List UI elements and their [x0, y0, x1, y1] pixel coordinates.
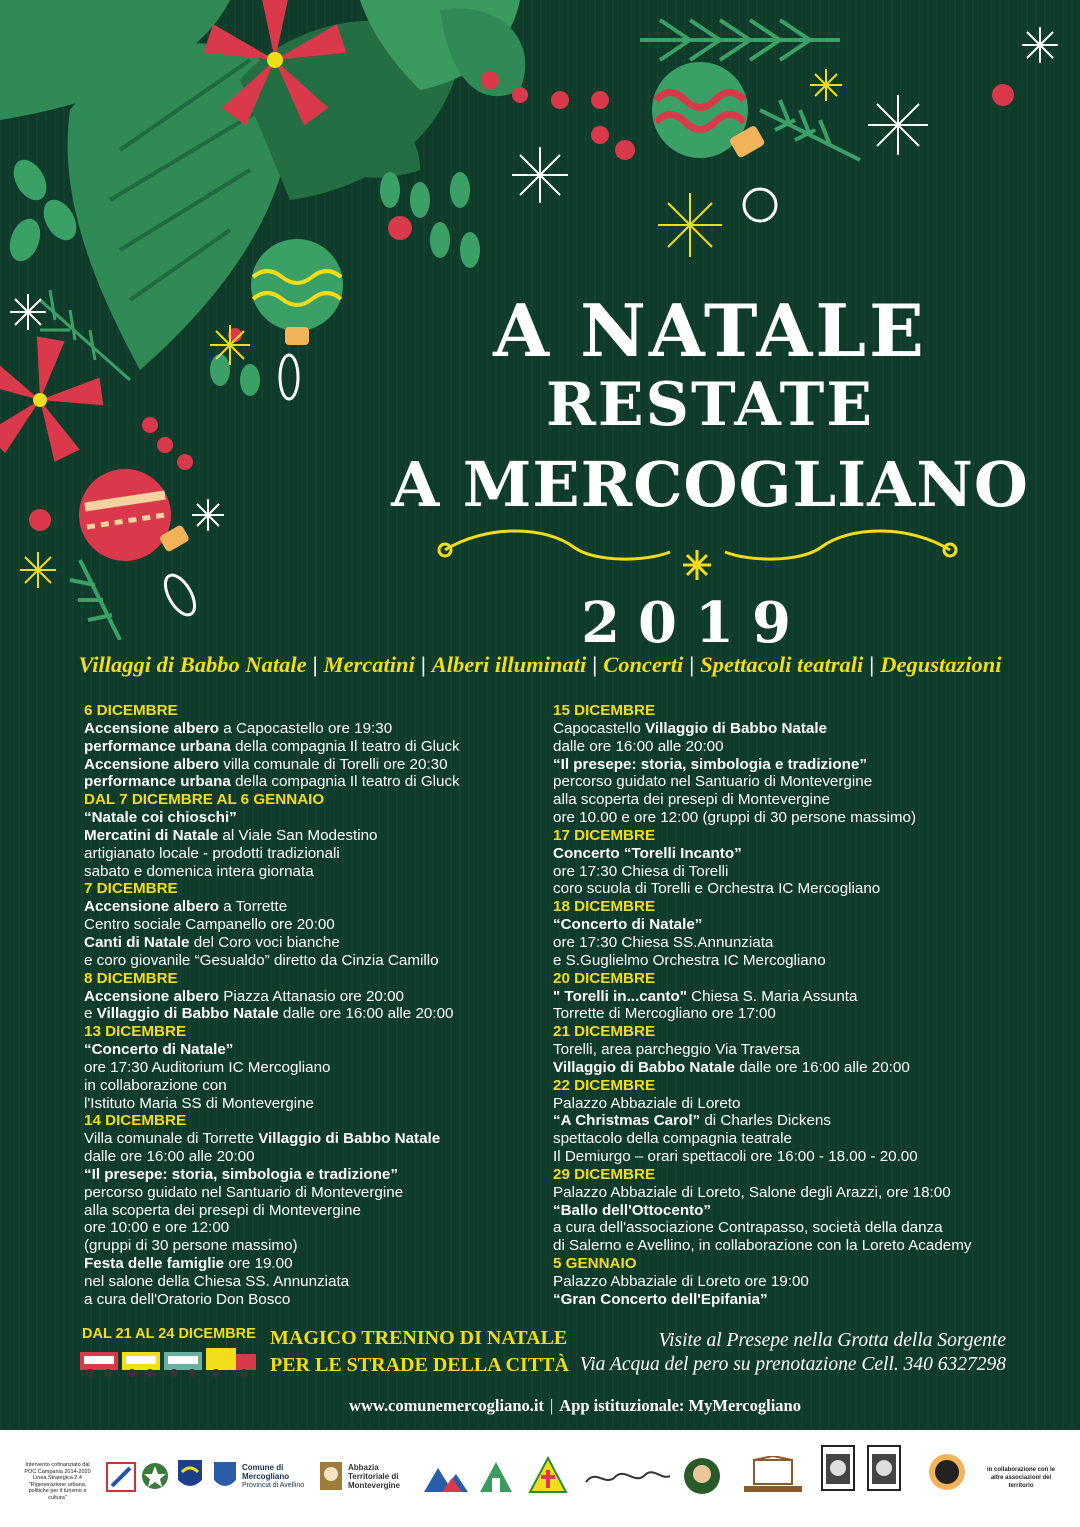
event-date: 6 DICEMBRE	[84, 702, 178, 719]
event-line	[84, 809, 534, 827]
event-line	[553, 738, 1043, 756]
event-line	[553, 988, 1043, 1006]
event-line	[553, 952, 1043, 970]
event-highlight: Accensione albero	[84, 987, 220, 1005]
misericordia-logo	[528, 1456, 568, 1496]
year: 2019	[581, 590, 809, 656]
program-right-column	[553, 702, 1043, 1309]
trenino-dates: DAL 21 AL 24 DICEMBRE	[82, 1326, 256, 1342]
loreto-academy-logo	[740, 1456, 806, 1496]
event-highlight: Concerto “Torelli Incanto”	[553, 844, 742, 862]
event-detail: alla scoperta dei presepi di Montevergine	[553, 791, 830, 809]
event-highlight: Accensione albero	[84, 755, 220, 773]
event-date: 29 DICEMBRE	[553, 1165, 656, 1183]
sponsor-footer	[0, 1430, 1080, 1527]
event-line	[84, 845, 534, 863]
event-pre: Villa comunale di Torrette	[84, 1130, 259, 1148]
provincia-name: Provincia di Avellino	[242, 1481, 305, 1489]
trenino-title	[270, 1325, 569, 1379]
event-highlight: “Il presepe: storia, simbologia e tradizione”	[84, 1165, 398, 1183]
program-left-column	[84, 702, 534, 1309]
star-sparkle-icon	[210, 325, 250, 365]
event-detail: ore 10:00 e ore 12:00	[84, 1219, 230, 1237]
event-line	[553, 1237, 1043, 1255]
tagline-item: Spettacoli teatrali	[700, 652, 864, 677]
proloco-logo	[422, 1458, 470, 1494]
tagline-separator: |	[869, 652, 875, 677]
event-highlight: Accensione albero	[84, 898, 220, 916]
event-detail: villa comunale di Torelli ore 20:30	[219, 755, 448, 773]
star-sparkle-icon	[658, 193, 722, 257]
event-line	[553, 880, 1043, 898]
event-detail: in collaborazione con	[84, 1076, 227, 1094]
abbazia-name: Abbazia Territoriale di Montevergine	[348, 1462, 401, 1490]
event-date: 22 DICEMBRE	[553, 1076, 656, 1094]
snowflake-icon	[1022, 27, 1058, 63]
abbazia-logo	[318, 1460, 420, 1492]
event-detail: ore 17:30 Auditorium IC Mercogliano	[84, 1058, 331, 1076]
event-date: 21 DICEMBRE	[553, 1023, 656, 1041]
event-pre: e	[84, 1005, 97, 1023]
app-label: App istituzionale: MyMercogliano	[559, 1396, 801, 1415]
event-date: 15 DICEMBRE	[553, 702, 656, 719]
event-line	[84, 1184, 534, 1202]
event-date: 13 DICEMBRE	[84, 1023, 187, 1041]
region-emblem-icon	[176, 1458, 204, 1494]
italy-emblem-icon	[140, 1458, 170, 1494]
event-line	[553, 809, 1043, 827]
event-line	[84, 988, 534, 1006]
event-detail: coro scuola di Torelli e Orchestra IC Mercogliano	[553, 880, 881, 898]
event-detail: di Charles Dickens	[700, 1112, 831, 1130]
event-date: 5 GENNAIO	[553, 1255, 637, 1273]
castellarte-logo	[582, 1466, 672, 1490]
presepe-line-2: Via Acqua del pero su prenotazione Cell. 340 6327298	[579, 1354, 1006, 1375]
event-line	[84, 1041, 534, 1059]
tagline-separator: |	[592, 652, 598, 677]
por-campania-note	[20, 1462, 95, 1501]
snowflake-icon	[192, 499, 224, 531]
event-line	[553, 1291, 1043, 1309]
tagline-item: Mercatini	[323, 652, 415, 677]
portrait-medallion-logo	[682, 1456, 722, 1496]
event-highlight: Villaggio di Babbo Natale	[553, 1058, 735, 1076]
event-date: 18 DICEMBRE	[553, 898, 656, 916]
theatre-logo-2	[866, 1444, 902, 1504]
event-detail: (gruppi di 30 persone massimo)	[84, 1237, 298, 1255]
event-line	[553, 1130, 1043, 1148]
event-highlight: Villaggio di Babbo Natale	[96, 1005, 279, 1023]
event-line	[553, 1219, 1043, 1237]
event-date: 8 DICEMBRE	[84, 969, 178, 987]
title-line-2: RESTATE	[546, 370, 874, 440]
event-line	[553, 845, 1043, 863]
event-detail: a Torrette	[219, 898, 288, 916]
event-highlight: “Il presepe: storia, simbologia e tradizione”	[553, 755, 867, 773]
event-detail: percorso guidato nel Santuario di Montevergine	[84, 1183, 404, 1201]
comune-logo	[212, 1460, 304, 1492]
tagline-item: Concerti	[603, 652, 684, 677]
event-detail: alla scoperta dei presepi di Montevergine	[84, 1201, 361, 1219]
event-line	[553, 1184, 1043, 1202]
event-highlight: Canti di Natale	[84, 933, 190, 951]
fir-branch-icon	[70, 560, 120, 640]
event-detail: Torelli, area parcheggio Via Traversa	[553, 1041, 801, 1059]
collaboration-text: in collaborazione con le altre associazioni del territorio	[986, 1467, 1055, 1489]
event-line	[553, 720, 1043, 738]
event-detail: del Coro voci bianche	[189, 933, 340, 951]
event-detail: ore 17:30 Chiesa SS.Annunziata	[553, 933, 774, 951]
event-line	[553, 1059, 1043, 1077]
event-line	[84, 720, 534, 738]
event-line	[84, 1148, 534, 1166]
event-highlight: performance urbana	[84, 773, 231, 791]
event-date: DAL 7 DICEMBRE AL 6 GENNAIO	[84, 791, 325, 809]
event-line	[84, 1202, 534, 1220]
event-detail: Piazza Attanasio ore 20:00	[219, 987, 404, 1005]
snowflake-icon	[512, 147, 568, 203]
event-highlight: Accensione albero	[84, 719, 220, 737]
event-line	[84, 863, 534, 881]
event-line	[84, 738, 534, 756]
event-detail: Palazzo Abbaziale di Loreto, Salone degli Arazzi, ore 18:00	[553, 1183, 951, 1201]
event-detail: Torrette di Mercogliano ore 17:00	[553, 1005, 776, 1023]
event-detail: ore 19.00	[224, 1255, 293, 1273]
snowflake-icon	[868, 95, 928, 155]
event-line	[84, 952, 534, 970]
event-detail: dalle ore 16:00 alle 20:00	[278, 1005, 454, 1023]
event-pre: Capocastello	[553, 719, 646, 737]
event-highlight: “Ballo dell'Ottocento”	[553, 1201, 712, 1219]
event-detail: Palazzo Abbaziale di Loreto ore 19:00	[553, 1273, 809, 1290]
event-line	[84, 1291, 534, 1309]
poinsettia-icon	[0, 337, 103, 462]
event-highlight: Villaggio di Babbo Natale	[258, 1130, 441, 1148]
trenino-title-line-1: MAGICO TRENINO DI NATALE	[270, 1327, 568, 1349]
ornament-ball-icon	[251, 239, 343, 399]
event-highlight: performance urbana	[84, 737, 231, 755]
tagline-item: Alberi illuminati	[431, 652, 587, 677]
tagline-separator: |	[420, 652, 426, 677]
event-date: 7 DICEMBRE	[84, 880, 178, 898]
tagline	[0, 652, 1080, 678]
comune-name: Comune di Mercogliano	[242, 1462, 290, 1481]
event-detail: Centro sociale Campanello ore 20:00	[84, 916, 335, 934]
event-detail: artigianato locale - prodotti tradizionali	[84, 844, 340, 862]
event-highlight: “A Christmas Carol”	[553, 1112, 701, 1130]
event-detail: sabato e domenica intera giornata	[84, 862, 314, 880]
event-line	[84, 773, 534, 791]
presepe-line-1: Visite al Presepe nella Grotta della Sorgente	[658, 1330, 1006, 1351]
star-sparkle-icon	[20, 552, 56, 588]
event-detail: a cura dell'associazione Contrapasso, società della danza	[553, 1219, 943, 1237]
event-detail: ore 10.00 e ore 12:00 (gruppi di 30 persone massimo)	[553, 809, 917, 827]
event-detail: a cura dell'Oratorio Don Bosco	[84, 1290, 291, 1308]
star-sparkle-icon	[810, 69, 842, 101]
event-line	[84, 898, 534, 916]
event-line	[553, 916, 1043, 934]
event-line	[84, 1095, 534, 1113]
event-highlight: “Natale coi chioschi”	[84, 809, 237, 827]
event-line	[84, 1273, 534, 1291]
event-highlight: Villaggio di Babbo Natale	[645, 719, 828, 737]
flourish-ornament-icon	[425, 520, 970, 580]
event-detail: Palazzo Abbaziale di Loreto	[553, 1094, 741, 1112]
title-line-3: A MERCOGLIANO	[391, 448, 1029, 521]
event-highlight: Festa delle famiglie	[84, 1255, 225, 1273]
agency-credit	[1042, 832, 1056, 982]
event-detail: ore 17:30 Chiesa di Torelli	[553, 862, 729, 880]
snowflake-icon	[10, 294, 46, 330]
collaboration-note	[982, 1466, 1060, 1490]
event-line	[84, 1059, 534, 1077]
event-line	[553, 934, 1043, 952]
event-line	[553, 773, 1043, 791]
event-detail: della compagnia Il teatro di Gluck	[230, 773, 460, 791]
event-line	[84, 934, 534, 952]
event-line	[84, 1255, 534, 1273]
event-detail: dalle ore 16:00 alle 20:00	[735, 1058, 910, 1076]
fir-branch-icon	[760, 100, 860, 160]
presepe-info	[580, 1329, 1006, 1377]
event-highlight: “Concerto di Natale”	[553, 916, 703, 934]
event-line	[84, 1237, 534, 1255]
event-line	[553, 863, 1043, 881]
event-line	[84, 1166, 534, 1184]
train-icon	[80, 1346, 260, 1378]
event-line	[84, 756, 534, 774]
event-detail: percorso guidato nel Santuario di Montevergine	[553, 773, 873, 791]
title-line-1: A NATALE	[493, 288, 927, 373]
event-detail: a Capocastello ore 19:30	[219, 719, 393, 737]
event-detail: di Salerno e Avellino, in collaborazione con la Loreto Academy	[553, 1237, 972, 1255]
website-link[interactable]: www.comunemercogliano.it	[349, 1396, 544, 1415]
event-line	[553, 1202, 1043, 1220]
event-line	[553, 791, 1043, 809]
event-line	[553, 1148, 1043, 1166]
event-detail: dalle ore 16:00 alle 20:00	[84, 1148, 255, 1166]
event-highlight: “Concerto di Natale”	[84, 1041, 234, 1059]
event-line	[84, 916, 534, 934]
theatre-logo-1	[820, 1444, 856, 1504]
event-detail: al Viale San Modestino	[218, 826, 378, 844]
tagline-item: Degustazioni	[880, 652, 1002, 677]
event-line	[553, 756, 1043, 774]
event-date: 14 DICEMBRE	[84, 1112, 187, 1130]
fir-branch-icon	[640, 20, 840, 60]
event-date: 20 DICEMBRE	[553, 969, 656, 987]
event-detail: Il Demiurgo – orari spettacoli ore 16:00 - 18.00 - 20.00	[553, 1148, 918, 1166]
event-detail: l'Istituto Maria SS di Montevergine	[84, 1094, 314, 1112]
tagline-item: Villaggi di Babbo Natale	[78, 652, 307, 677]
website-line: www.comunemercogliano.it | App istituzionale: MyMercogliano	[349, 1396, 801, 1415]
event-detail: spettacolo della compagnia teatrale	[553, 1130, 792, 1148]
campania-logo	[104, 1460, 138, 1494]
trenino-title-line-2: PER LE STRADE DELLA CITTÀ	[270, 1354, 569, 1376]
event-line	[84, 1130, 534, 1148]
event-line	[553, 1095, 1043, 1113]
tagline-separator: |	[689, 652, 695, 677]
event-line	[84, 1005, 534, 1023]
event-detail: Chiesa S. Maria Assunta	[686, 987, 858, 1005]
event-line	[553, 1005, 1043, 1023]
event-line	[553, 1041, 1043, 1059]
ornament-ball-icon	[652, 62, 776, 221]
event-detail: nel salone della Chiesa SS. Annunziata	[84, 1273, 350, 1290]
event-highlight: “Gran Concerto dell'Epifania”	[553, 1290, 768, 1308]
por-campania-text: Intervento cofinanziato dal POC Campania 2014-2020 Linea Strategica 2.4 "Rigenerazione urbana, politiche per il turismo e cultura"	[24, 1462, 91, 1501]
contrapasso-logo	[922, 1450, 972, 1500]
tagline-separator: |	[312, 652, 318, 677]
event-detail: e coro giovanile “Gesualdo” diretto da Cinzia Camillo	[84, 951, 439, 969]
event-line	[84, 1077, 534, 1095]
event-detail: della compagnia Il teatro di Gluck	[230, 737, 460, 755]
event-detail: e S.Guglielmo Orchestra IC Mercogliano	[553, 951, 826, 969]
event-line	[84, 827, 534, 845]
event-highlight: " Torelli in...canto"	[553, 987, 687, 1005]
event-date: 17 DICEMBRE	[553, 826, 656, 844]
porta-partenio-logo	[476, 1458, 516, 1494]
event-highlight: Mercatini di Natale	[84, 826, 219, 844]
event-detail: dalle ore 16:00 alle 20:00	[553, 737, 724, 755]
event-line	[553, 1273, 1043, 1291]
event-line	[553, 1112, 1043, 1130]
event-line	[84, 1219, 534, 1237]
